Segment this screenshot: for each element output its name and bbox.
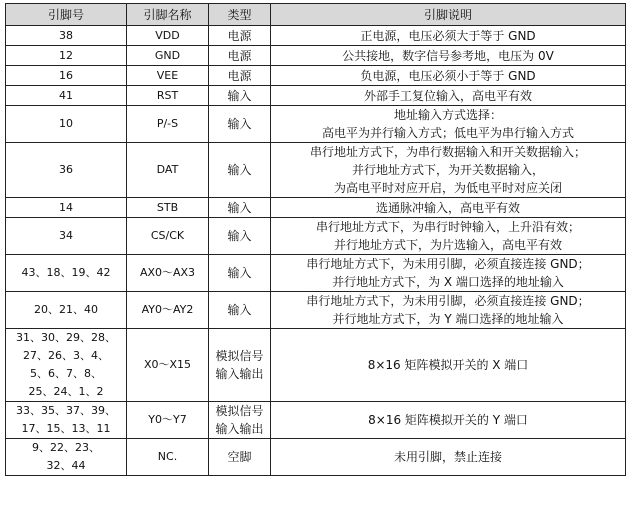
pin-number-cell: 31、30、29、28、 27、26、3、4、 5、6、7、8、 25、24、1、2 <box>6 329 127 402</box>
table-row <box>6 218 626 255</box>
pin-type-cell: 空脚 <box>209 439 271 476</box>
pin-name-cell: X0～X15 <box>127 329 209 402</box>
table-row <box>6 143 626 198</box>
pin-desc-cell: 负电源，电压必须小于等于 GND <box>271 66 626 86</box>
pin-number-cell: 20、21、40 <box>6 292 127 329</box>
pin-type-cell: 输入 <box>209 218 271 255</box>
table-row <box>6 86 626 106</box>
header-pin-name: 引脚名称 <box>127 4 209 26</box>
pin-name-cell: AX0～AX3 <box>127 255 209 292</box>
pin-desc-cell: 串行地址方式下，为未用引脚，必须直接连接 GND； 并行地址方式下，为 Y 端口选择的地址输入 <box>271 292 626 329</box>
pin-type-cell: 模拟信号 输入输出 <box>209 329 271 402</box>
pin-desc-cell: 串行地址方式下，为串行时钟输入，上升沿有效； 并行地址方式下，为片选输入，高电平有效 <box>271 218 626 255</box>
table-row <box>6 46 626 66</box>
pin-type-cell: 输入 <box>209 255 271 292</box>
pin-number-cell: 38 <box>6 26 127 46</box>
pin-number-cell: 41 <box>6 86 127 106</box>
pin-number-cell: 9、22、23、 32、44 <box>6 439 127 476</box>
pin-name-cell: AY0～AY2 <box>127 292 209 329</box>
table-row <box>6 198 626 218</box>
pin-table <box>5 3 626 476</box>
pin-type-cell: 电源 <box>209 46 271 66</box>
header-row <box>6 4 626 26</box>
pin-name-cell: CS/CK <box>127 218 209 255</box>
pin-type-cell: 电源 <box>209 26 271 46</box>
pin-desc-cell: 选通脉冲输入，高电平有效 <box>271 198 626 218</box>
pin-desc-cell: 8×16 矩阵模拟开关的 Y 端口 <box>271 402 626 439</box>
pin-name-cell: STB <box>127 198 209 218</box>
pin-desc-cell: 串行地址方式下，为未用引脚，必须直接连接 GND； 并行地址方式下，为 X 端口选择的地址输入 <box>271 255 626 292</box>
pin-type-cell: 电源 <box>209 66 271 86</box>
pin-number-cell: 43、18、19、42 <box>6 255 127 292</box>
pin-desc-cell: 未用引脚，禁止连接 <box>271 439 626 476</box>
pin-type-cell: 输入 <box>209 143 271 198</box>
header-type: 类型 <box>209 4 271 26</box>
pin-number-cell: 34 <box>6 218 127 255</box>
pin-type-cell: 输入 <box>209 198 271 218</box>
pin-name-cell: VEE <box>127 66 209 86</box>
pin-name-cell: Y0～Y7 <box>127 402 209 439</box>
pin-name-cell: VDD <box>127 26 209 46</box>
table-row <box>6 106 626 143</box>
table-row <box>6 26 626 46</box>
pin-desc-cell: 8×16 矩阵模拟开关的 X 端口 <box>271 329 626 402</box>
pin-number-cell: 12 <box>6 46 127 66</box>
table-row <box>6 292 626 329</box>
pin-type-cell: 模拟信号 输入输出 <box>209 402 271 439</box>
pin-number-cell: 36 <box>6 143 127 198</box>
pin-desc-cell: 正电源，电压必须大于等于 GND <box>271 26 626 46</box>
pin-name-cell: NC. <box>127 439 209 476</box>
pin-desc-cell: 串行地址方式下，为串行数据输入和开关数据输入； 并行地址方式下，为开关数据输入， 为高电平时对应开启，为低电平时对应关闭 <box>271 143 626 198</box>
table-row <box>6 255 626 292</box>
pin-number-cell: 14 <box>6 198 127 218</box>
pin-type-cell: 输入 <box>209 292 271 329</box>
pin-name-cell: GND <box>127 46 209 66</box>
pin-desc-cell: 外部手工复位输入，高电平有效 <box>271 86 626 106</box>
header-pin-no: 引脚号 <box>6 4 127 26</box>
header-desc: 引脚说明 <box>271 4 626 26</box>
pin-name-cell: P/-S <box>127 106 209 143</box>
pin-desc-cell: 公共接地，数字信号参考地，电压为 0V <box>271 46 626 66</box>
pin-name-cell: RST <box>127 86 209 106</box>
table-row <box>6 329 626 402</box>
pin-number-cell: 10 <box>6 106 127 143</box>
pin-number-cell: 33、35、37、39、 17、15、13、11 <box>6 402 127 439</box>
table-row <box>6 402 626 439</box>
pin-name-cell: DAT <box>127 143 209 198</box>
pin-type-cell: 输入 <box>209 86 271 106</box>
pin-number-cell: 16 <box>6 66 127 86</box>
table-row <box>6 66 626 86</box>
pin-type-cell: 输入 <box>209 106 271 143</box>
table-row <box>6 439 626 476</box>
pin-desc-cell: 地址输入方式选择： 高电平为并行输入方式；低电平为串行输入方式 <box>271 106 626 143</box>
